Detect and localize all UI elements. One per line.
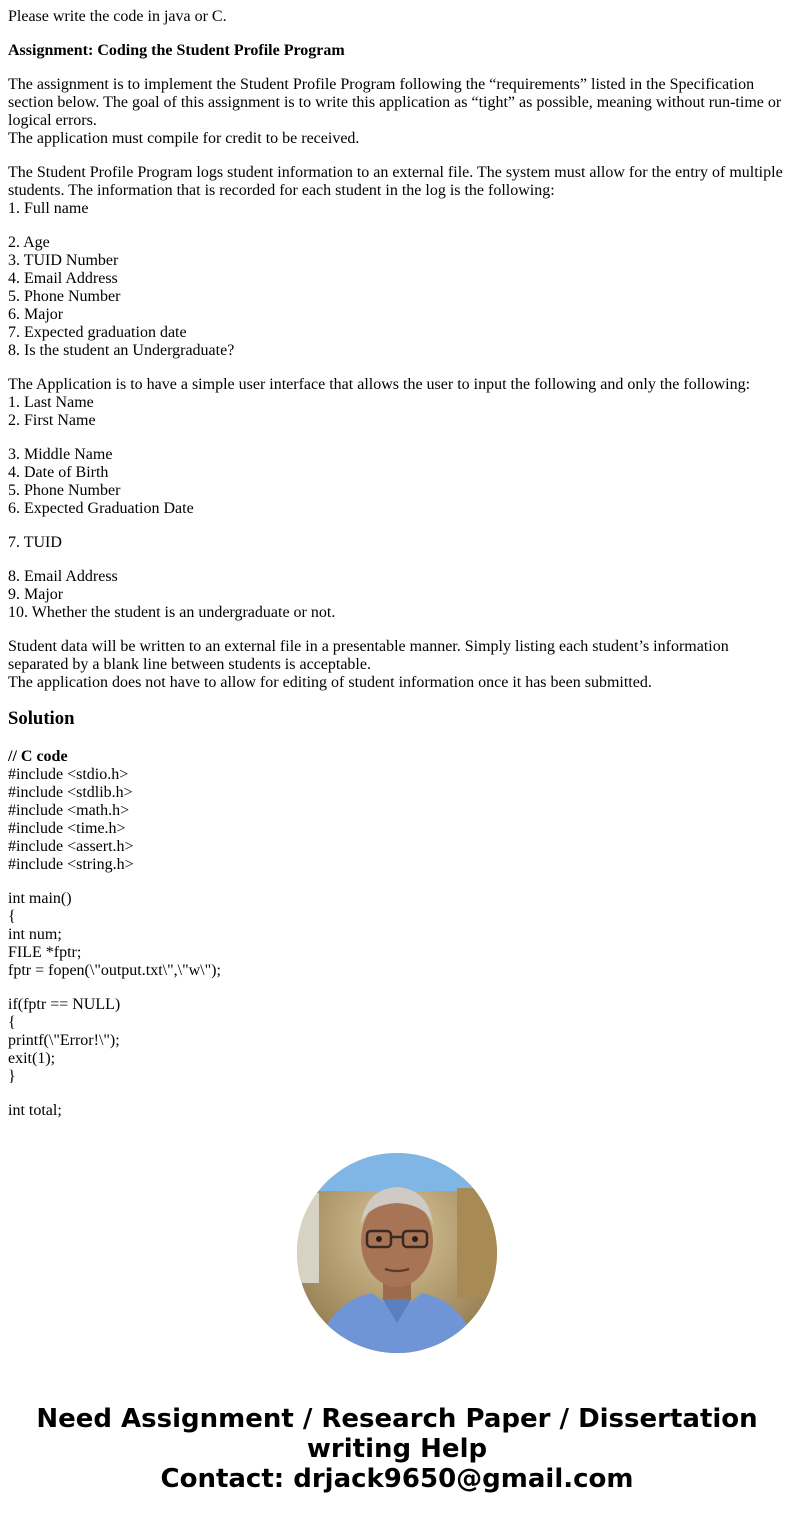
- document-body: [8, 8, 786, 1120]
- code-line: #include <string.h>: [8, 856, 134, 873]
- code-line: exit(1);: [8, 1050, 56, 1067]
- tutor-photo: [297, 1153, 497, 1353]
- code-line: #include <assert.h>: [8, 838, 134, 855]
- log-items-list: [8, 234, 786, 360]
- list-item: 6. Major: [8, 306, 64, 323]
- code-line: }: [8, 1068, 16, 1085]
- code-line: int total;: [8, 1102, 62, 1119]
- list-item: 2. First Name: [8, 412, 96, 429]
- contact-banner: [0, 1404, 794, 1494]
- assignment-title: Assignment: Coding the Student Profile Program: [8, 42, 345, 59]
- banner-line-1: Need Assignment / Research Paper / Dissertation: [36, 1404, 758, 1434]
- code-line: #include <math.h>: [8, 802, 130, 819]
- list-item: 1. Last Name: [8, 394, 94, 411]
- banner-line-2: writing Help: [306, 1434, 488, 1464]
- code-line: {: [8, 908, 16, 925]
- code-line: #include <stdlib.h>: [8, 784, 133, 801]
- code-comment: // C code: [8, 748, 68, 765]
- solution-heading: Solution: [8, 708, 75, 729]
- log-description: The Student Profile Program logs student information to an external file. The system must allow for the entry of multiple students. The information that is recorded for each student in the log is the following: 1. Full name: [8, 164, 786, 218]
- list-item: 3. TUID Number: [8, 252, 119, 269]
- list-item: 5. Phone Number: [8, 482, 121, 499]
- code-line: if(fptr == NULL): [8, 996, 121, 1013]
- list-item: 9. Major: [8, 586, 64, 603]
- list-item: 2. Age: [8, 234, 50, 251]
- list-item: 7. TUID: [8, 534, 62, 551]
- list-item: 6. Expected Graduation Date: [8, 500, 194, 517]
- code-block: [8, 748, 786, 1120]
- input-description: The Application is to have a simple user interface that allows the user to input the following and only the following: 1. Last Name 2. First Name: [8, 376, 786, 430]
- list-item: 4. Email Address: [8, 270, 118, 287]
- code-line: printf(\"Error!\");: [8, 1032, 120, 1049]
- code-line: int main(): [8, 890, 72, 907]
- code-line: fptr = fopen(\"output.txt\",\"w\");: [8, 962, 221, 979]
- input-list-group-2: [8, 446, 786, 518]
- code-line: int num;: [8, 926, 62, 943]
- list-item: 1. Full name: [8, 200, 89, 217]
- tutor-portrait-image: [297, 1153, 497, 1353]
- input-list-group-3: [8, 534, 786, 552]
- list-item: 7. Expected graduation date: [8, 324, 187, 341]
- code-line: #include <stdio.h>: [8, 766, 129, 783]
- list-item: 10. Whether the student is an undergraduate or not.: [8, 604, 336, 621]
- list-item: 8. Is the student an Undergraduate?: [8, 342, 235, 359]
- input-list-group-4: [8, 568, 786, 622]
- banner-contact-email: Contact: drjack9650@gmail.com: [160, 1464, 634, 1494]
- assignment-description: The assignment is to implement the Student Profile Program following the “requirements” listed in the Specification section below. The goal of this assignment is to write this application as “tight” as possible, meaning without run-time or logical errors. The application must compile for credit to be received.: [8, 76, 782, 147]
- code-line: #include <time.h>: [8, 820, 126, 837]
- code-line: FILE *fptr;: [8, 944, 82, 961]
- list-item: 3. Middle Name: [8, 446, 113, 463]
- intro-text: Please write the code in java or C.: [8, 8, 227, 25]
- code-line: {: [8, 1014, 16, 1031]
- output-description: Student data will be written to an external file in a presentable manner. Simply listing each student’s information separated by a blank line between students is acceptable. The application does not have to allow for editing of student information once it has been submitted.: [8, 638, 729, 691]
- list-item: 5. Phone Number: [8, 288, 121, 305]
- list-item: 4. Date of Birth: [8, 464, 109, 481]
- list-item: 8. Email Address: [8, 568, 118, 585]
